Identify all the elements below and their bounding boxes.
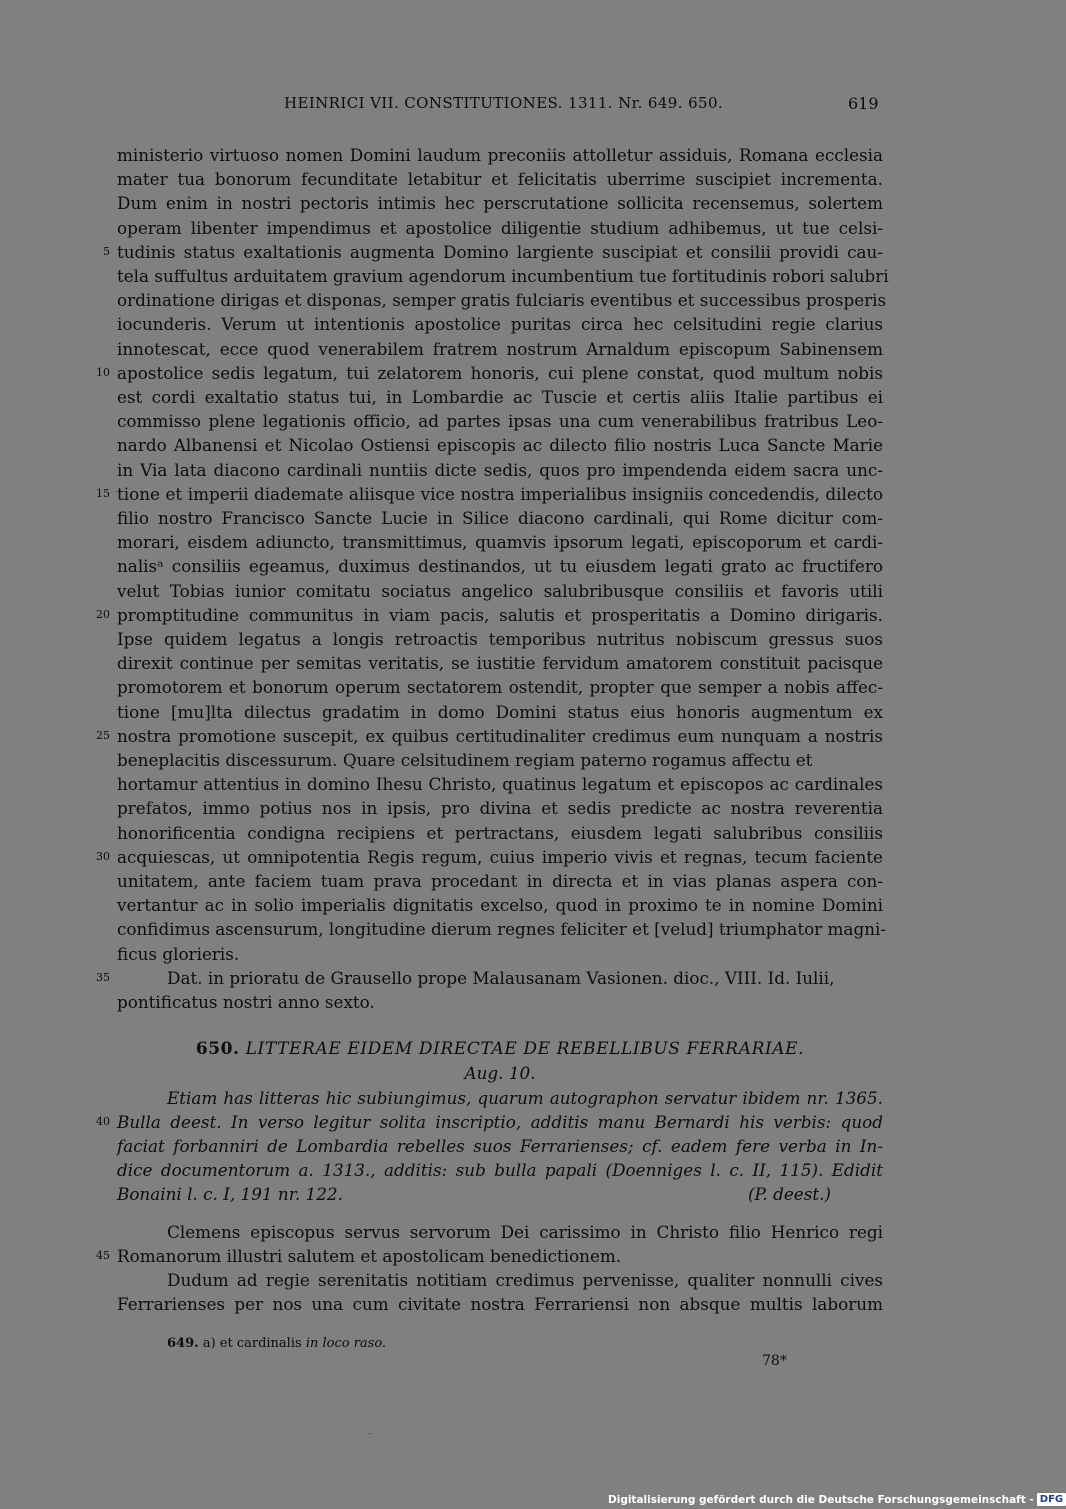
document-number: 650. <box>195 1039 240 1059</box>
letter-text-line: Romanorum illustri salutem et apostolicam benedictionem. <box>117 1246 622 1266</box>
text-line: nostra promotione suscepit, ex quibus certitudinaliter credimus eum nunquam a nostris <box>117 726 883 746</box>
text-line: hortamur attentius in domino Ihesu Christo, quatinus legatum et episcopos ac cardinales <box>117 774 883 794</box>
line-number: 40 <box>96 1115 110 1128</box>
line-number: 35 <box>96 971 110 984</box>
line-number: 10 <box>96 366 110 379</box>
line-number: 15 <box>96 487 110 500</box>
text-line: beneplacitis discessurum. Quare celsitudinem regiam paterno rogamus affectu et <box>117 750 813 770</box>
text-line: in Via lata diacono cardinali nuntiis dicte sedis, quos pro impendenda eidem sacra unc- <box>117 460 883 480</box>
text-line: morari, eisdem adiuncto, transmittimus, quamvis ipsorum legati, episcoporum et cardi- <box>117 532 883 552</box>
text-line: nardo Albanensi et Nicolao Ostiensi episcopis ac dilecto filio nostris Luca Sancte Marie <box>117 435 883 455</box>
text-line: tione [mu]lta dilectus gradatim in domo Domini status eius honoris augmentum ex <box>117 702 883 722</box>
text-line: acquiescas, ut omnipotentia Regis regum, cuius imperio vivis et regnas, tecum faciente <box>117 847 883 867</box>
text-line: ordinatione dirigas et disponas, semper gratis fulciaris eventibus et successibus prosperis <box>117 290 887 310</box>
footnote <box>167 1336 386 1351</box>
editorial-intro-line: faciat forbanniri de Lombardia rebelles suos Ferrarienses; cf. eadem fere verba in In- <box>117 1136 883 1156</box>
letter-text-line: Dudum ad regie serenitatis notitiam credimus pervenisse, qualiter nonnulli cives <box>167 1270 883 1290</box>
text-line: promptitudine communitus in viam pacis, salutis et prosperitatis a Domino dirigaris. <box>117 605 883 625</box>
footnote-ref: 649. <box>167 1336 199 1351</box>
text-line: direxit continue per semitas veritatis, se iustitie fervidum amatorem constituit pacisque <box>117 653 883 673</box>
text-line: operam libenter impendimus et apostolice diligentie studium adhibemus, ut tue celsi- <box>117 218 883 238</box>
running-title: HEINRICI VII. CONSTITUTIONES. 1311. Nr. 649. 650. <box>284 94 724 112</box>
footnote-mark: a) <box>202 1336 216 1351</box>
text-line: confidimus ascensurum, longitudine dierum regnes feliciter et [velud] triumphator magni- <box>117 919 887 939</box>
text-line: commisso plene legationis officio, ad partes ipsas una cum venerabilibus fratribus Leo- <box>117 411 883 431</box>
text-line: tela suffultus arduitatem gravium agendorum incumbentium tue fortitudinis robori salubri <box>117 266 889 286</box>
text-line: prefatos, immo potius nos in ipsis, pro divina et sedis predicte ac nostra reverentia <box>117 798 883 818</box>
editorial-intro-line: dice documentorum a. 1313., additis: sub bulla papali (Doenniges l. c. II, 115). Edidit <box>117 1160 883 1180</box>
line-number: 30 <box>96 850 110 863</box>
page-number: 619 <box>848 94 879 113</box>
text-line: ficus glorieris. <box>117 944 240 964</box>
text-line: mater tua bonorum fecunditate letabitur et felicitatis uberrime suscipiet incrementa. <box>117 169 883 189</box>
dating-line: Dat. in prioratu de Grausello prope Malausanam Vasionen. dioc., VIII. Id. Iulii, <box>167 968 835 988</box>
text-line: iocunderis. Verum ut intentionis apostolice puritas circa hec celsitudini regie clarius <box>117 314 883 334</box>
letter-text-line: Ferrarienses per nos una cum civitate nostra Ferrariensi non absque multis laborum <box>117 1294 883 1314</box>
line-number: 45 <box>96 1249 110 1262</box>
dfg-logo-icon: DFG <box>1037 1493 1066 1506</box>
text-line: velut Tobias iunior comitatu sociatus angelico salubribusque consiliis et favoris utili <box>117 581 883 601</box>
sheet-signature: 78* <box>762 1353 787 1369</box>
document-date: Aug. 10. <box>464 1063 536 1083</box>
document-title: LITTERAE EIDEM DIRECTAE DE REBELLIBUS FERRARIAE. <box>245 1039 805 1059</box>
text-line: honorificentia condigna recipiens et pertractans, eiusdem legati salubribus consiliis <box>117 823 883 843</box>
letter-text-line: Clemens episcopus servus servorum Dei carissimo in Christo filio Henrico regi <box>167 1222 883 1242</box>
text-line: filio nostro Francisco Sancte Lucie in Silice diacono cardinali, qui Rome dicitur com- <box>117 508 883 528</box>
digitization-footer <box>608 1492 1066 1507</box>
text-line: ministerio virtuoso nomen Domini laudum preconiis attolletur assiduis, Romana ecclesia <box>117 145 883 165</box>
footer-text: Digitalisierung gefördert durch die Deutsche Forschungsgemeinschaft - <box>608 1493 1034 1506</box>
line-number: 25 <box>96 729 110 742</box>
text-line: apostolice sedis legatum, tui zelatorem honoris, cui plene constat, quod multum nobis <box>117 363 883 383</box>
text-line: Ipse quidem legatus a longis retroactis temporibus nutritus nobiscum gressus suos <box>117 629 883 649</box>
footnote-text: et cardinalis <box>219 1336 302 1351</box>
text-line: unitatem, ante faciem tuam prava procedant in directa et in vias planas aspera con- <box>117 871 883 891</box>
editorial-intro-line: Bonaini l. c. I, 191 nr. 122. <box>117 1184 343 1204</box>
edition-reference: (P. deest.) <box>748 1184 831 1204</box>
document-heading <box>117 1037 883 1062</box>
text-line: tudinis status exaltationis augmenta Domino largiente suscipiat et consilii providi cau- <box>117 242 883 262</box>
text-line: vertantur ac in solio imperialis dignitatis excelso, quod in proximo te in nomine Domini <box>117 895 883 915</box>
dating-line: pontificatus nostri anno sexto. <box>117 992 375 1012</box>
line-number: 20 <box>96 608 110 621</box>
text-line: nalisᵃ consiliis egeamus, duximus destinandos, ut tu eiusdem legati grato ac fructifero <box>117 556 883 576</box>
text-line: est cordi exaltatio status tui, in Lombardie ac Tuscie et certis aliis Italie partibus ei <box>117 387 883 407</box>
text-line: tione et imperii diademate aliisque vice nostra imperialibus insigniis concedendis, dilecto <box>117 484 883 504</box>
editorial-intro-line: Bulla deest. In verso legitur solita inscriptio, additis manu Bernardi his verbis: quod <box>117 1112 883 1132</box>
line-number: 5 <box>103 245 110 258</box>
text-line: Dum enim in nostri pectoris intimis hec perscrutatione sollicita recensemus, solertem <box>117 193 883 213</box>
stray-mark: ˎ <box>368 1424 372 1435</box>
running-header <box>0 94 1000 120</box>
editorial-intro-line: Etiam has litteras hic subiungimus, quarum autographon servatur ibidem nr. 1365. <box>167 1088 883 1108</box>
text-line: innotescat, ecce quod venerabilem fratrem nostrum Arnaldum episcopum Sabinensem <box>117 339 883 359</box>
footnote-note: in loco raso. <box>305 1336 387 1351</box>
text-line: promotorem et bonorum operum sectatorem ostendit, propter que semper a nobis affec- <box>117 677 883 697</box>
